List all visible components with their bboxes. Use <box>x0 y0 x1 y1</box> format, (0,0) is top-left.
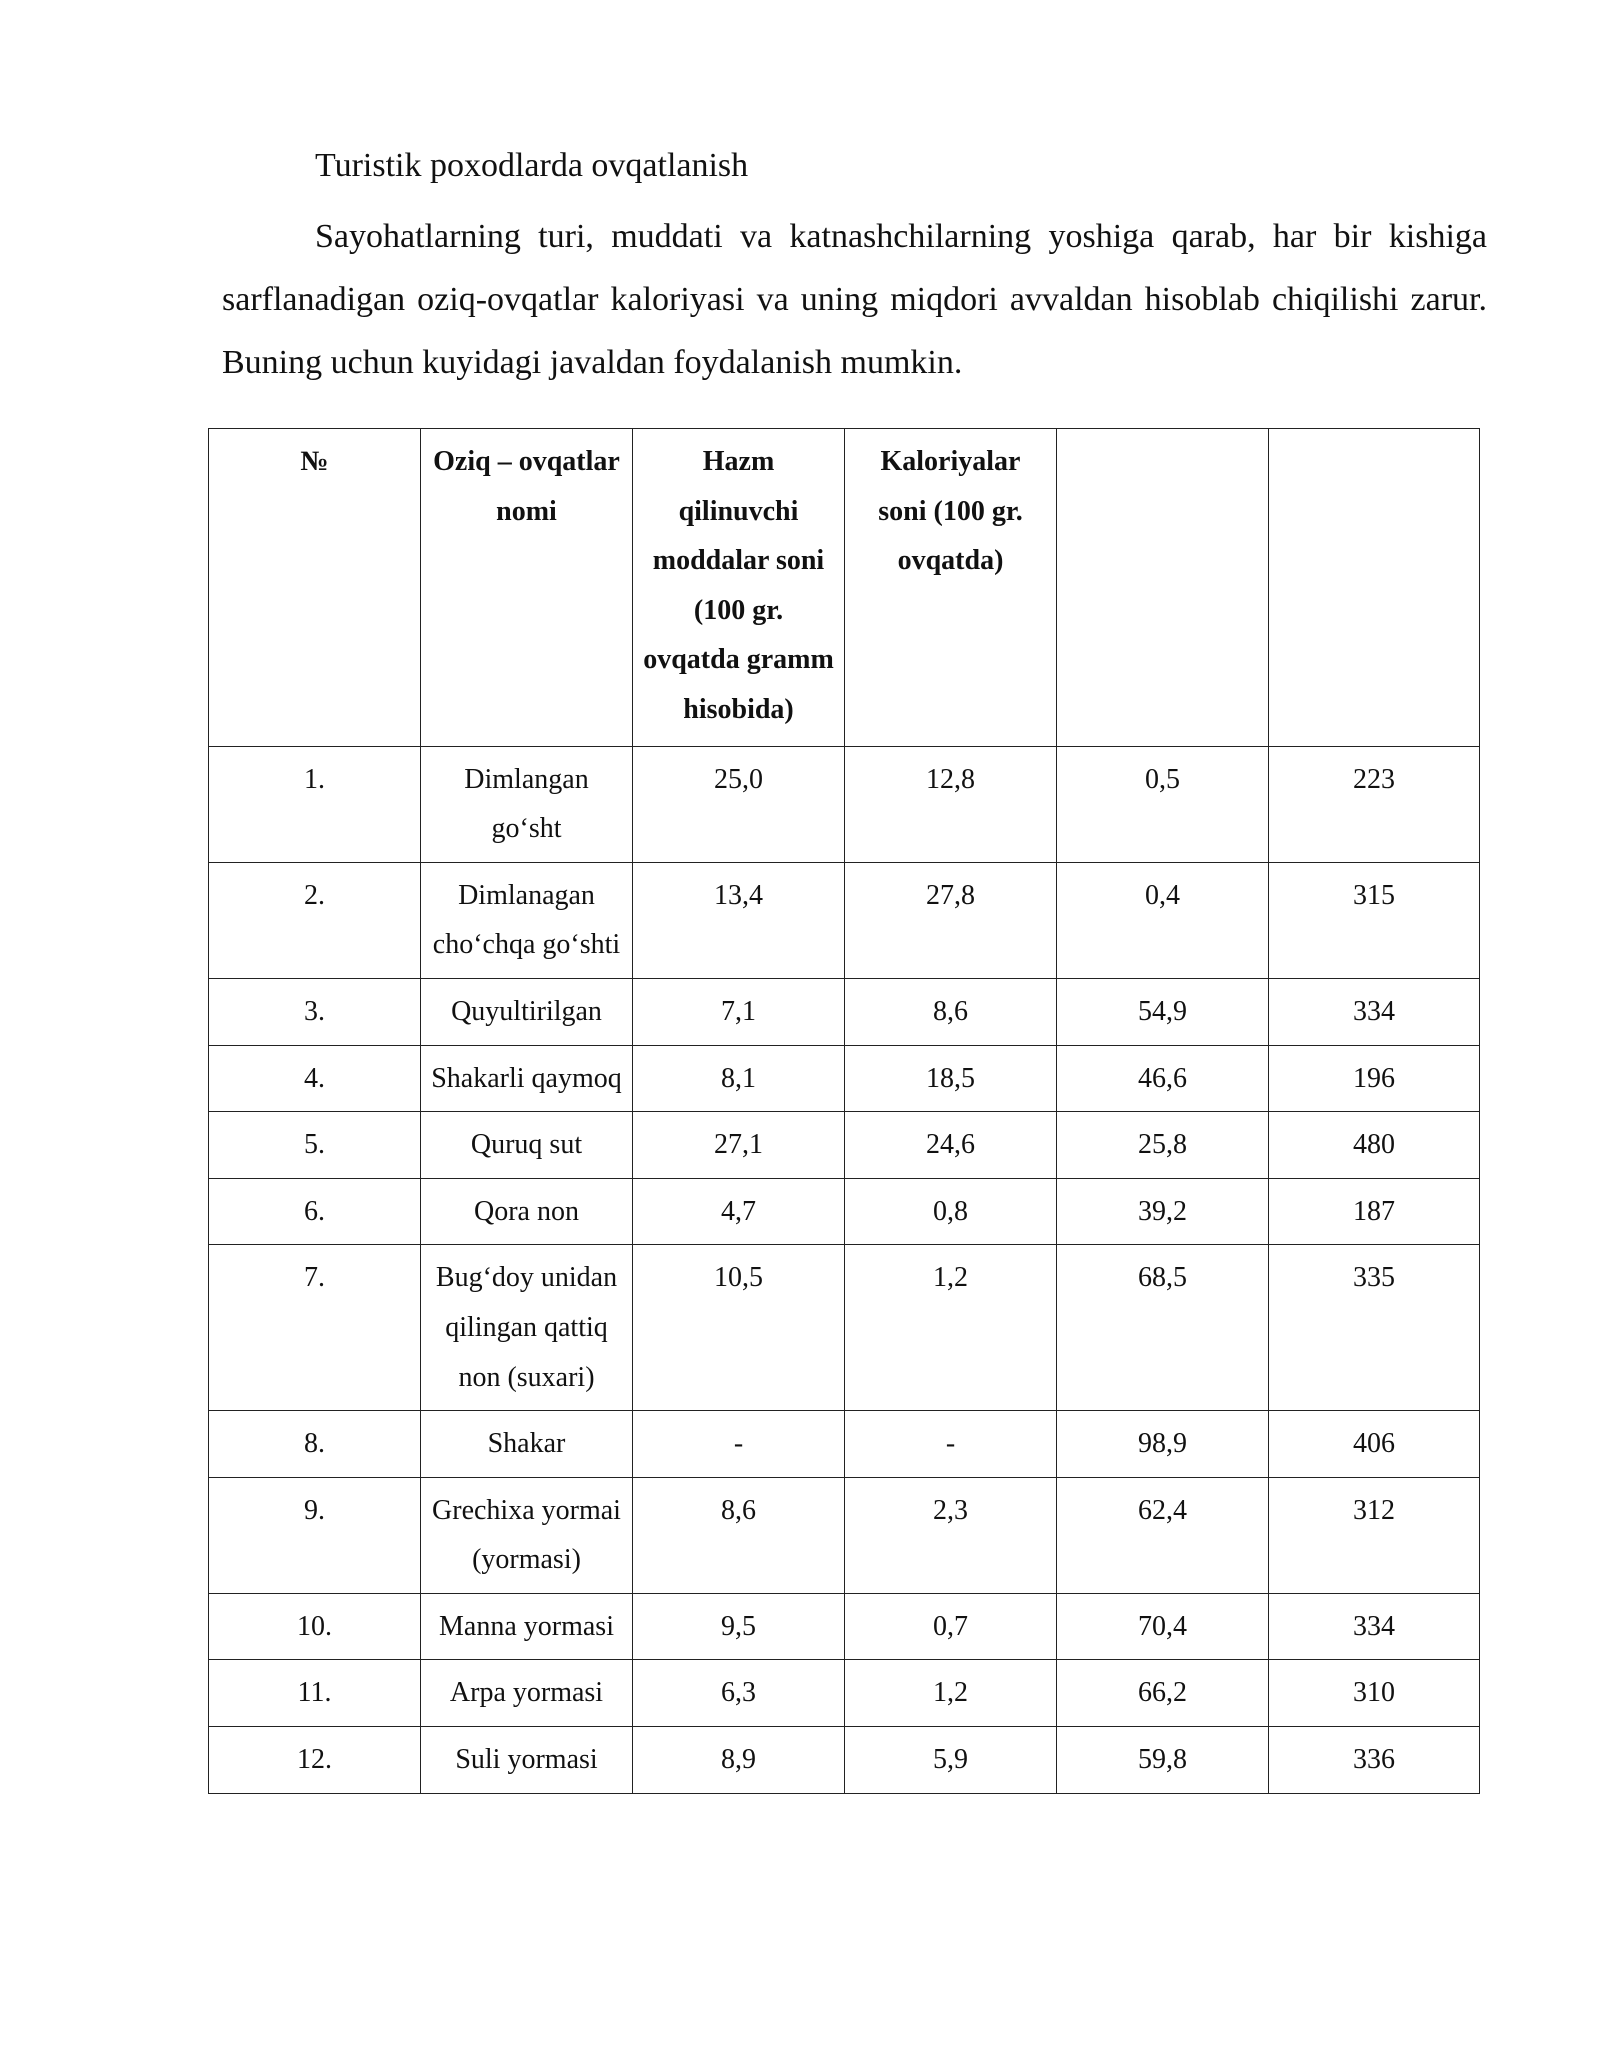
document-heading: Turistik poxodlarda ovqatlanish <box>315 147 749 184</box>
cell-number: 10. <box>209 1593 421 1660</box>
cell-value: 0,5 <box>1057 746 1269 862</box>
table-row <box>209 1477 1480 1593</box>
cell-value: 27,8 <box>845 862 1057 978</box>
cell-value: 10,5 <box>633 1245 845 1411</box>
header-column-5 <box>1057 429 1269 747</box>
cell-value: 187 <box>1269 1178 1480 1245</box>
cell-value: 312 <box>1269 1477 1480 1593</box>
header-food-name: Oziq – ovqatlar nomi <box>421 429 633 747</box>
cell-food-name: Bug‘doy unidan qilingan qattiq non (suxari) <box>421 1245 633 1411</box>
intro-paragraph: Sayohatlarning turi, muddati va katnashchilarning yoshiga qarab, har bir kishiga sarflanadigan oziq-ovqatlar kaloriyasi va uning miqdori avvaldan hisoblab chiqilishi zarur. Buning uchun kuyidagi javaldan foydalanish mumkin. <box>222 218 1487 381</box>
table-body <box>209 746 1480 1793</box>
cell-value: 39,2 <box>1057 1178 1269 1245</box>
table-row <box>209 1112 1480 1179</box>
cell-value: 315 <box>1269 862 1480 978</box>
table-row <box>209 746 1480 862</box>
cell-value: 62,4 <box>1057 1477 1269 1593</box>
header-column-6 <box>1269 429 1480 747</box>
cell-number: 12. <box>209 1727 421 1794</box>
cell-value: 480 <box>1269 1112 1480 1179</box>
cell-value: 46,6 <box>1057 1045 1269 1112</box>
cell-food-name: Shakar <box>421 1411 633 1478</box>
table-row <box>209 1727 1480 1794</box>
cell-value: 13,4 <box>633 862 845 978</box>
cell-value: 66,2 <box>1057 1660 1269 1727</box>
cell-value: 334 <box>1269 978 1480 1045</box>
cell-number: 4. <box>209 1045 421 1112</box>
cell-value: 196 <box>1269 1045 1480 1112</box>
cell-food-name: Qora non <box>421 1178 633 1245</box>
table-row <box>209 978 1480 1045</box>
cell-food-name: Quruq sut <box>421 1112 633 1179</box>
cell-number: 11. <box>209 1660 421 1727</box>
cell-value: 25,8 <box>1057 1112 1269 1179</box>
table-row <box>209 1045 1480 1112</box>
cell-food-name: Grechixa yormai (yormasi) <box>421 1477 633 1593</box>
cell-value: 7,1 <box>633 978 845 1045</box>
cell-value: 0,8 <box>845 1178 1057 1245</box>
cell-value: 335 <box>1269 1245 1480 1411</box>
cell-number: 7. <box>209 1245 421 1411</box>
cell-food-name: Shakarli qaymoq <box>421 1045 633 1112</box>
table-row <box>209 862 1480 978</box>
cell-value: 25,0 <box>633 746 845 862</box>
cell-value: 2,3 <box>845 1477 1057 1593</box>
cell-value: 4,7 <box>633 1178 845 1245</box>
cell-value: 336 <box>1269 1727 1480 1794</box>
cell-number: 1. <box>209 746 421 862</box>
cell-number: 8. <box>209 1411 421 1478</box>
cell-number: 5. <box>209 1112 421 1179</box>
cell-value: 0,7 <box>845 1593 1057 1660</box>
cell-value: 406 <box>1269 1411 1480 1478</box>
cell-value: 5,9 <box>845 1727 1057 1794</box>
cell-number: 9. <box>209 1477 421 1593</box>
cell-value: 223 <box>1269 746 1480 862</box>
cell-food-name: Dimlangan go‘sht <box>421 746 633 862</box>
cell-value: 12,8 <box>845 746 1057 862</box>
cell-value: 70,4 <box>1057 1593 1269 1660</box>
cell-food-name: Dimlanagan cho‘chqa go‘shti <box>421 862 633 978</box>
cell-food-name: Manna yormasi <box>421 1593 633 1660</box>
cell-value: 0,4 <box>1057 862 1269 978</box>
table-header-row <box>209 429 1480 747</box>
table-row <box>209 1411 1480 1478</box>
cell-food-name: Suli yormasi <box>421 1727 633 1794</box>
cell-value: 6,3 <box>633 1660 845 1727</box>
cell-value: 310 <box>1269 1660 1480 1727</box>
header-calories: Kaloriyalar soni (100 gr. ovqatda) <box>845 429 1057 747</box>
cell-number: 6. <box>209 1178 421 1245</box>
cell-value: 8,6 <box>633 1477 845 1593</box>
table-row <box>209 1593 1480 1660</box>
table-row <box>209 1178 1480 1245</box>
cell-value: 54,9 <box>1057 978 1269 1045</box>
cell-number: 2. <box>209 862 421 978</box>
nutrition-table <box>208 428 1480 1794</box>
cell-number: 3. <box>209 978 421 1045</box>
cell-value: - <box>845 1411 1057 1478</box>
cell-food-name: Arpa yormasi <box>421 1660 633 1727</box>
cell-value: 334 <box>1269 1593 1480 1660</box>
cell-value: - <box>633 1411 845 1478</box>
cell-value: 68,5 <box>1057 1245 1269 1411</box>
cell-value: 98,9 <box>1057 1411 1269 1478</box>
table-row <box>209 1660 1480 1727</box>
cell-food-name: Quyultirilgan <box>421 978 633 1045</box>
table-row <box>209 1245 1480 1411</box>
header-digestible-substances: Hazm qilinuvchi moddalar soni (100 gr. ovqatda gramm hisobida) <box>633 429 845 747</box>
cell-value: 18,5 <box>845 1045 1057 1112</box>
cell-value: 8,6 <box>845 978 1057 1045</box>
cell-value: 24,6 <box>845 1112 1057 1179</box>
cell-value: 8,1 <box>633 1045 845 1112</box>
header-number: № <box>209 429 421 747</box>
cell-value: 8,9 <box>633 1727 845 1794</box>
cell-value: 1,2 <box>845 1245 1057 1411</box>
cell-value: 1,2 <box>845 1660 1057 1727</box>
cell-value: 59,8 <box>1057 1727 1269 1794</box>
cell-value: 9,5 <box>633 1593 845 1660</box>
cell-value: 27,1 <box>633 1112 845 1179</box>
